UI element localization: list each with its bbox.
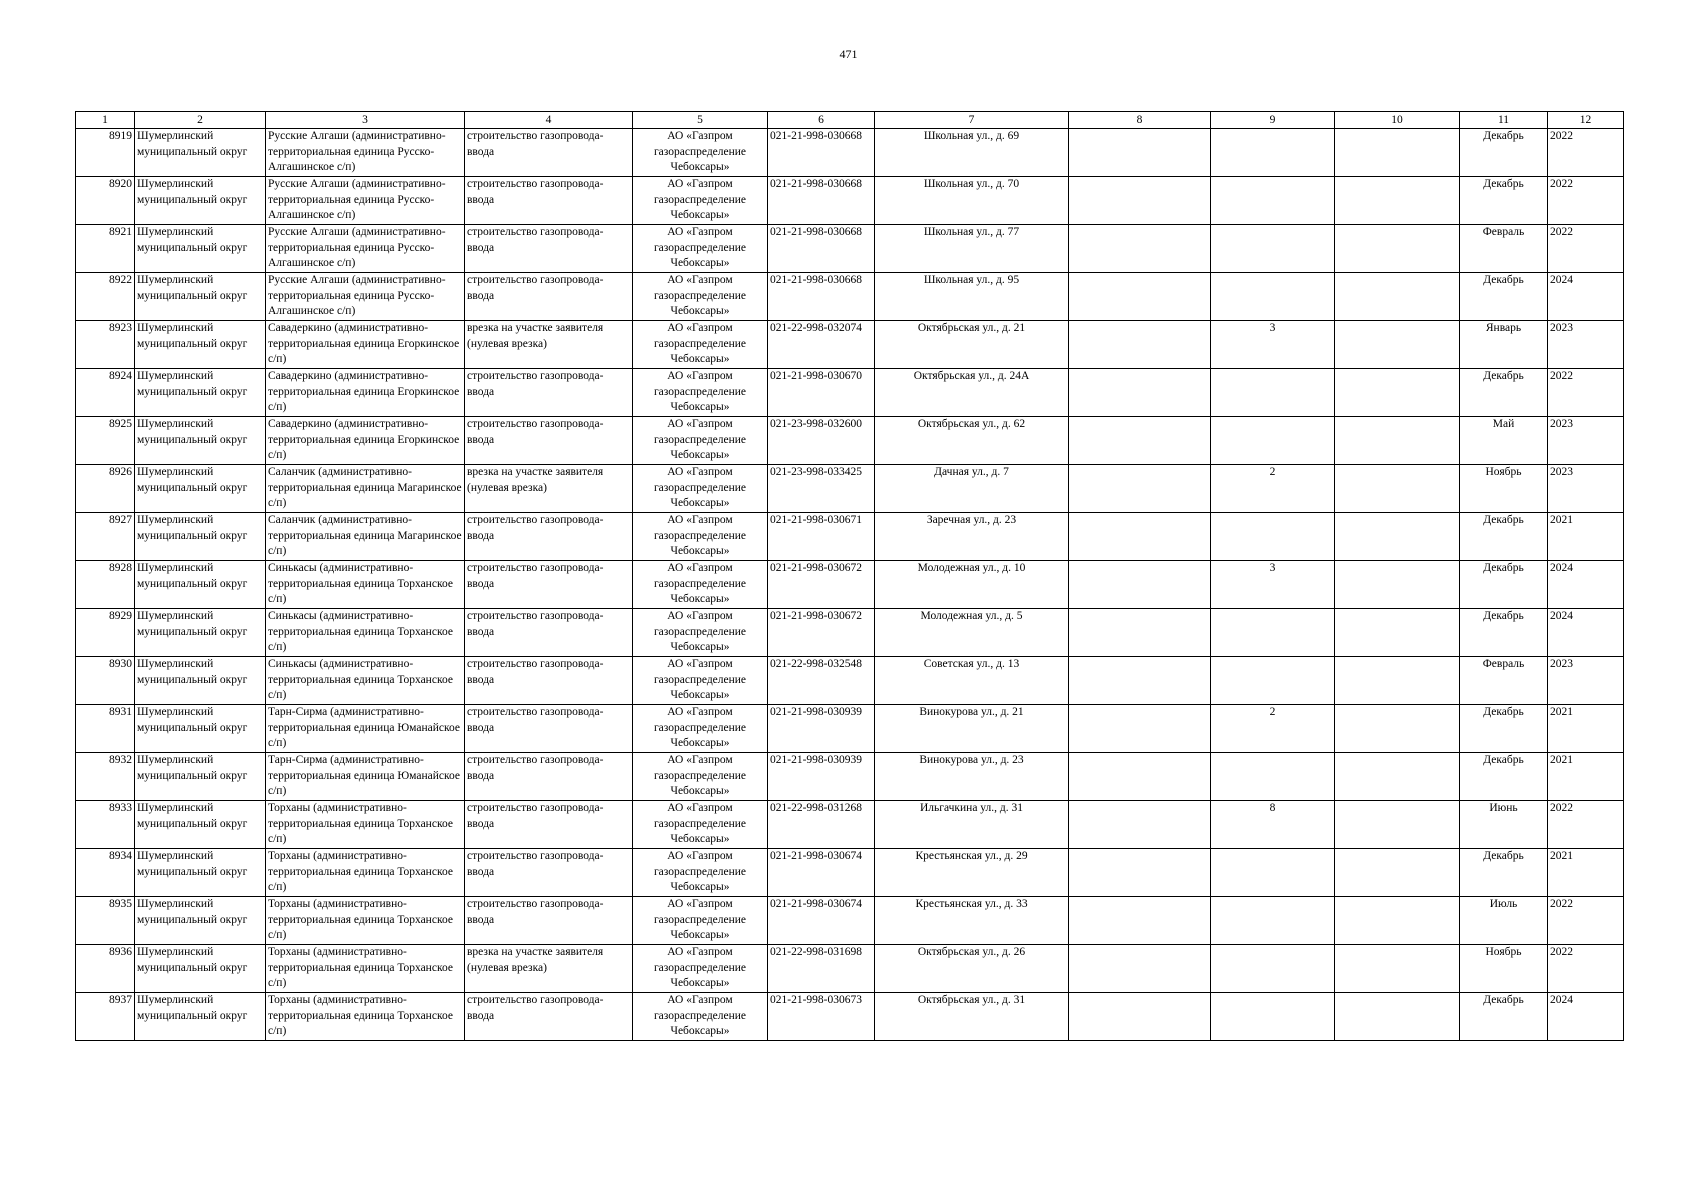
month-cell: Июнь	[1460, 801, 1548, 849]
organization-cell: АО «Газпром газораспределение Чебоксары»	[633, 321, 768, 369]
year-cell: 2022	[1548, 129, 1624, 177]
column-header: 2	[135, 112, 266, 129]
col-10-cell	[1335, 897, 1460, 945]
month-cell: Декабрь	[1460, 129, 1548, 177]
col-9-cell	[1211, 273, 1335, 321]
table-row	[76, 225, 1624, 273]
row-number-cell: 8930	[76, 657, 135, 705]
settlement-cell: Русские Алгаши (административно-территориальная единица Русско-Алгашинское с/п)	[266, 129, 465, 177]
year-cell: 2021	[1548, 849, 1624, 897]
col-8-cell	[1069, 993, 1211, 1041]
settlement-cell: Русские Алгаши (административно-территориальная единица Русско-Алгашинское с/п)	[266, 273, 465, 321]
municipality-cell: Шумерлинский муниципальный округ	[135, 753, 266, 801]
municipality-cell: Шумерлинский муниципальный округ	[135, 897, 266, 945]
month-cell: Декабрь	[1460, 561, 1548, 609]
col-10-cell	[1335, 705, 1460, 753]
col-9-cell	[1211, 993, 1335, 1041]
settlement-cell: Торханы (административно-территориальная единица Торханское с/п)	[266, 801, 465, 849]
settlement-cell: Савадеркино (административно-территориальная единица Егоркинское с/п)	[266, 369, 465, 417]
table-row	[76, 849, 1624, 897]
address-cell: Заречная ул., д. 23	[875, 513, 1069, 561]
work-type-cell: строительство газопровода-ввода	[465, 513, 633, 561]
table-row	[76, 609, 1624, 657]
col-9-cell	[1211, 657, 1335, 705]
year-cell: 2023	[1548, 657, 1624, 705]
municipality-cell: Шумерлинский муниципальный округ	[135, 465, 266, 513]
year-cell: 2024	[1548, 273, 1624, 321]
col-9-cell	[1211, 897, 1335, 945]
col-8-cell	[1069, 513, 1211, 561]
organization-cell: АО «Газпром газораспределение Чебоксары»	[633, 273, 768, 321]
month-cell: Февраль	[1460, 657, 1548, 705]
organization-cell: АО «Газпром газораспределение Чебоксары»	[633, 657, 768, 705]
col-8-cell	[1069, 129, 1211, 177]
work-type-cell: строительство газопровода-ввода	[465, 993, 633, 1041]
settlement-cell: Тарн-Сирма (административно-территориальная единица Юманайское с/п)	[266, 753, 465, 801]
row-number-cell: 8921	[76, 225, 135, 273]
settlement-cell: Русские Алгаши (административно-территориальная единица Русско-Алгашинское с/п)	[266, 225, 465, 273]
header-row	[76, 112, 1624, 129]
col-10-cell	[1335, 273, 1460, 321]
col-8-cell	[1069, 417, 1211, 465]
month-cell: Февраль	[1460, 225, 1548, 273]
organization-cell: АО «Газпром газораспределение Чебоксары»	[633, 993, 768, 1041]
request-number-cell: 021-21-998-030674	[768, 897, 875, 945]
col-8-cell	[1069, 945, 1211, 993]
municipality-cell: Шумерлинский муниципальный округ	[135, 177, 266, 225]
organization-cell: АО «Газпром газораспределение Чебоксары»	[633, 705, 768, 753]
month-cell: Май	[1460, 417, 1548, 465]
work-type-cell: строительство газопровода-ввода	[465, 177, 633, 225]
work-type-cell: строительство газопровода-ввода	[465, 609, 633, 657]
organization-cell: АО «Газпром газораспределение Чебоксары»	[633, 513, 768, 561]
year-cell: 2023	[1548, 465, 1624, 513]
month-cell: Июль	[1460, 897, 1548, 945]
request-number-cell: 021-21-998-030670	[768, 369, 875, 417]
work-type-cell: строительство газопровода-ввода	[465, 417, 633, 465]
row-number-cell: 8920	[76, 177, 135, 225]
table-row	[76, 897, 1624, 945]
organization-cell: АО «Газпром газораспределение Чебоксары»	[633, 369, 768, 417]
col-8-cell	[1069, 465, 1211, 513]
year-cell: 2022	[1548, 801, 1624, 849]
settlement-cell: Саланчик (административно-территориальная единица Магаринское с/п)	[266, 513, 465, 561]
year-cell: 2023	[1548, 321, 1624, 369]
col-9-cell	[1211, 849, 1335, 897]
settlement-cell: Савадеркино (административно-территориальная единица Егоркинское с/п)	[266, 321, 465, 369]
request-number-cell: 021-21-998-030668	[768, 225, 875, 273]
month-cell: Декабрь	[1460, 609, 1548, 657]
col-8-cell	[1069, 273, 1211, 321]
year-cell: 2021	[1548, 705, 1624, 753]
col-9-cell: 3	[1211, 321, 1335, 369]
row-number-cell: 8926	[76, 465, 135, 513]
col-8-cell	[1069, 369, 1211, 417]
col-9-cell: 8	[1211, 801, 1335, 849]
table-row	[76, 369, 1624, 417]
row-number-cell: 8922	[76, 273, 135, 321]
month-cell: Ноябрь	[1460, 465, 1548, 513]
address-cell: Октябрьская ул., д. 26	[875, 945, 1069, 993]
municipality-cell: Шумерлинский муниципальный округ	[135, 561, 266, 609]
request-number-cell: 021-21-998-030939	[768, 753, 875, 801]
table-row	[76, 513, 1624, 561]
col-10-cell	[1335, 177, 1460, 225]
settlement-cell: Синькасы (административно-территориальная единица Торханское с/п)	[266, 561, 465, 609]
column-header: 7	[875, 112, 1069, 129]
table-row	[76, 465, 1624, 513]
row-number-cell: 8929	[76, 609, 135, 657]
work-type-cell: врезка на участке заявителя (нулевая врезка)	[465, 465, 633, 513]
year-cell: 2022	[1548, 369, 1624, 417]
address-cell: Крестьянская ул., д. 29	[875, 849, 1069, 897]
column-header: 6	[768, 112, 875, 129]
col-8-cell	[1069, 753, 1211, 801]
address-cell: Школьная ул., д. 70	[875, 177, 1069, 225]
organization-cell: АО «Газпром газораспределение Чебоксары»	[633, 849, 768, 897]
organization-cell: АО «Газпром газораспределение Чебоксары»	[633, 561, 768, 609]
request-number-cell: 021-21-998-030668	[768, 129, 875, 177]
settlement-cell: Савадеркино (административно-территориальная единица Егоркинское с/п)	[266, 417, 465, 465]
work-type-cell: врезка на участке заявителя (нулевая врезка)	[465, 945, 633, 993]
col-8-cell	[1069, 225, 1211, 273]
request-number-cell: 021-22-998-031698	[768, 945, 875, 993]
address-cell: Советская ул., д. 13	[875, 657, 1069, 705]
col-9-cell	[1211, 753, 1335, 801]
organization-cell: АО «Газпром газораспределение Чебоксары»	[633, 753, 768, 801]
municipality-cell: Шумерлинский муниципальный округ	[135, 705, 266, 753]
work-type-cell: строительство газопровода-ввода	[465, 129, 633, 177]
column-header: 9	[1211, 112, 1335, 129]
organization-cell: АО «Газпром газораспределение Чебоксары»	[633, 897, 768, 945]
year-cell: 2024	[1548, 561, 1624, 609]
col-8-cell	[1069, 177, 1211, 225]
col-8-cell	[1069, 561, 1211, 609]
municipality-cell: Шумерлинский муниципальный округ	[135, 321, 266, 369]
request-number-cell: 021-22-998-032548	[768, 657, 875, 705]
registry-table	[75, 111, 1624, 1041]
settlement-cell: Саланчик (административно-территориальная единица Магаринское с/п)	[266, 465, 465, 513]
address-cell: Дачная ул., д. 7	[875, 465, 1069, 513]
request-number-cell: 021-23-998-033425	[768, 465, 875, 513]
col-10-cell	[1335, 561, 1460, 609]
request-number-cell: 021-21-998-030673	[768, 993, 875, 1041]
municipality-cell: Шумерлинский муниципальный округ	[135, 657, 266, 705]
request-number-cell: 021-21-998-030668	[768, 177, 875, 225]
row-number-cell: 8925	[76, 417, 135, 465]
address-cell: Крестьянская ул., д. 33	[875, 897, 1069, 945]
table-body	[76, 129, 1624, 1041]
col-9-cell	[1211, 513, 1335, 561]
work-type-cell: строительство газопровода-ввода	[465, 897, 633, 945]
col-8-cell	[1069, 705, 1211, 753]
organization-cell: АО «Газпром газораспределение Чебоксары»	[633, 177, 768, 225]
col-9-cell	[1211, 945, 1335, 993]
month-cell: Ноябрь	[1460, 945, 1548, 993]
month-cell: Декабрь	[1460, 849, 1548, 897]
address-cell: Молодежная ул., д. 5	[875, 609, 1069, 657]
work-type-cell: врезка на участке заявителя (нулевая врезка)	[465, 321, 633, 369]
address-cell: Октябрьская ул., д. 31	[875, 993, 1069, 1041]
col-8-cell	[1069, 609, 1211, 657]
address-cell: Молодежная ул., д. 10	[875, 561, 1069, 609]
table-row	[76, 273, 1624, 321]
table-row	[76, 705, 1624, 753]
table-row	[76, 129, 1624, 177]
settlement-cell: Русские Алгаши (административно-территориальная единица Русско-Алгашинское с/п)	[266, 177, 465, 225]
table-row	[76, 801, 1624, 849]
request-number-cell: 021-21-998-030672	[768, 561, 875, 609]
col-10-cell	[1335, 321, 1460, 369]
address-cell: Винокурова ул., д. 23	[875, 753, 1069, 801]
municipality-cell: Шумерлинский муниципальный округ	[135, 273, 266, 321]
municipality-cell: Шумерлинский муниципальный округ	[135, 513, 266, 561]
settlement-cell: Торханы (административно-территориальная единица Торханское с/п)	[266, 993, 465, 1041]
table-row	[76, 657, 1624, 705]
col-10-cell	[1335, 801, 1460, 849]
request-number-cell: 021-21-998-030668	[768, 273, 875, 321]
row-number-cell: 8927	[76, 513, 135, 561]
year-cell: 2023	[1548, 417, 1624, 465]
month-cell: Январь	[1460, 321, 1548, 369]
address-cell: Винокурова ул., д. 21	[875, 705, 1069, 753]
month-cell: Декабрь	[1460, 513, 1548, 561]
work-type-cell: строительство газопровода-ввода	[465, 273, 633, 321]
col-8-cell	[1069, 897, 1211, 945]
address-cell: Октябрьская ул., д. 24А	[875, 369, 1069, 417]
municipality-cell: Шумерлинский муниципальный округ	[135, 129, 266, 177]
table-row	[76, 417, 1624, 465]
col-10-cell	[1335, 849, 1460, 897]
work-type-cell: строительство газопровода-ввода	[465, 657, 633, 705]
table-row	[76, 993, 1624, 1041]
col-10-cell	[1335, 225, 1460, 273]
table-row	[76, 321, 1624, 369]
year-cell: 2021	[1548, 753, 1624, 801]
row-number-cell: 8923	[76, 321, 135, 369]
work-type-cell: строительство газопровода-ввода	[465, 561, 633, 609]
organization-cell: АО «Газпром газораспределение Чебоксары»	[633, 609, 768, 657]
municipality-cell: Шумерлинский муниципальный округ	[135, 369, 266, 417]
col-10-cell	[1335, 513, 1460, 561]
month-cell: Декабрь	[1460, 273, 1548, 321]
settlement-cell: Тарн-Сирма (административно-территориальная единица Юманайское с/п)	[266, 705, 465, 753]
month-cell: Декабрь	[1460, 993, 1548, 1041]
work-type-cell: строительство газопровода-ввода	[465, 849, 633, 897]
col-9-cell: 3	[1211, 561, 1335, 609]
col-9-cell: 2	[1211, 705, 1335, 753]
request-number-cell: 021-21-998-030672	[768, 609, 875, 657]
column-header: 8	[1069, 112, 1211, 129]
table-row	[76, 945, 1624, 993]
year-cell: 2024	[1548, 609, 1624, 657]
row-number-cell: 8928	[76, 561, 135, 609]
year-cell: 2024	[1548, 993, 1624, 1041]
month-cell: Декабрь	[1460, 705, 1548, 753]
year-cell: 2022	[1548, 897, 1624, 945]
work-type-cell: строительство газопровода-ввода	[465, 753, 633, 801]
settlement-cell: Торханы (административно-территориальная единица Торханское с/п)	[266, 945, 465, 993]
request-number-cell: 021-21-998-030939	[768, 705, 875, 753]
column-header: 1	[76, 112, 135, 129]
year-cell: 2021	[1548, 513, 1624, 561]
row-number-cell: 8937	[76, 993, 135, 1041]
col-9-cell	[1211, 369, 1335, 417]
col-10-cell	[1335, 369, 1460, 417]
year-cell: 2022	[1548, 945, 1624, 993]
column-header: 5	[633, 112, 768, 129]
organization-cell: АО «Газпром газораспределение Чебоксары»	[633, 129, 768, 177]
col-8-cell	[1069, 321, 1211, 369]
column-header: 12	[1548, 112, 1624, 129]
column-header: 10	[1335, 112, 1460, 129]
col-9-cell	[1211, 609, 1335, 657]
work-type-cell: строительство газопровода-ввода	[465, 225, 633, 273]
col-9-cell: 2	[1211, 465, 1335, 513]
settlement-cell: Торханы (административно-территориальная единица Торханское с/п)	[266, 849, 465, 897]
column-header: 3	[266, 112, 465, 129]
col-10-cell	[1335, 753, 1460, 801]
column-header: 11	[1460, 112, 1548, 129]
municipality-cell: Шумерлинский муниципальный округ	[135, 849, 266, 897]
row-number-cell: 8935	[76, 897, 135, 945]
work-type-cell: строительство газопровода-ввода	[465, 705, 633, 753]
col-9-cell	[1211, 177, 1335, 225]
address-cell: Октябрьская ул., д. 62	[875, 417, 1069, 465]
address-cell: Октябрьская ул., д. 21	[875, 321, 1069, 369]
row-number-cell: 8936	[76, 945, 135, 993]
col-9-cell	[1211, 417, 1335, 465]
col-10-cell	[1335, 945, 1460, 993]
organization-cell: АО «Газпром газораспределение Чебоксары»	[633, 801, 768, 849]
row-number-cell: 8924	[76, 369, 135, 417]
table-row	[76, 177, 1624, 225]
col-10-cell	[1335, 657, 1460, 705]
row-number-cell: 8932	[76, 753, 135, 801]
organization-cell: АО «Газпром газораспределение Чебоксары»	[633, 225, 768, 273]
request-number-cell: 021-22-998-032074	[768, 321, 875, 369]
address-cell: Школьная ул., д. 95	[875, 273, 1069, 321]
work-type-cell: строительство газопровода-ввода	[465, 801, 633, 849]
page-number: 471	[839, 47, 858, 61]
col-8-cell	[1069, 801, 1211, 849]
year-cell: 2022	[1548, 177, 1624, 225]
municipality-cell: Шумерлинский муниципальный округ	[135, 993, 266, 1041]
organization-cell: АО «Газпром газораспределение Чебоксары»	[633, 945, 768, 993]
year-cell: 2022	[1548, 225, 1624, 273]
col-10-cell	[1335, 993, 1460, 1041]
col-10-cell	[1335, 417, 1460, 465]
work-type-cell: строительство газопровода-ввода	[465, 369, 633, 417]
month-cell: Декабрь	[1460, 753, 1548, 801]
col-8-cell	[1069, 849, 1211, 897]
row-number-cell: 8934	[76, 849, 135, 897]
request-number-cell: 021-23-998-032600	[768, 417, 875, 465]
address-cell: Ильгачкина ул., д. 31	[875, 801, 1069, 849]
settlement-cell: Синькасы (административно-территориальная единица Торханское с/п)	[266, 657, 465, 705]
municipality-cell: Шумерлинский муниципальный округ	[135, 801, 266, 849]
address-cell: Школьная ул., д. 77	[875, 225, 1069, 273]
row-number-cell: 8933	[76, 801, 135, 849]
table-row	[76, 561, 1624, 609]
municipality-cell: Шумерлинский муниципальный округ	[135, 945, 266, 993]
municipality-cell: Шумерлинский муниципальный округ	[135, 417, 266, 465]
col-10-cell	[1335, 129, 1460, 177]
request-number-cell: 021-21-998-030674	[768, 849, 875, 897]
organization-cell: АО «Газпром газораспределение Чебоксары»	[633, 417, 768, 465]
col-10-cell	[1335, 609, 1460, 657]
table-row	[76, 753, 1624, 801]
month-cell: Декабрь	[1460, 177, 1548, 225]
column-header: 4	[465, 112, 633, 129]
month-cell: Декабрь	[1460, 369, 1548, 417]
col-9-cell	[1211, 129, 1335, 177]
row-number-cell: 8919	[76, 129, 135, 177]
col-10-cell	[1335, 465, 1460, 513]
row-number-cell: 8931	[76, 705, 135, 753]
municipality-cell: Шумерлинский муниципальный округ	[135, 225, 266, 273]
request-number-cell: 021-21-998-030671	[768, 513, 875, 561]
address-cell: Школьная ул., д. 69	[875, 129, 1069, 177]
col-9-cell	[1211, 225, 1335, 273]
settlement-cell: Синькасы (административно-территориальная единица Торханское с/п)	[266, 609, 465, 657]
request-number-cell: 021-22-998-031268	[768, 801, 875, 849]
municipality-cell: Шумерлинский муниципальный округ	[135, 609, 266, 657]
col-8-cell	[1069, 657, 1211, 705]
organization-cell: АО «Газпром газораспределение Чебоксары»	[633, 465, 768, 513]
settlement-cell: Торханы (административно-территориальная единица Торханское с/п)	[266, 897, 465, 945]
